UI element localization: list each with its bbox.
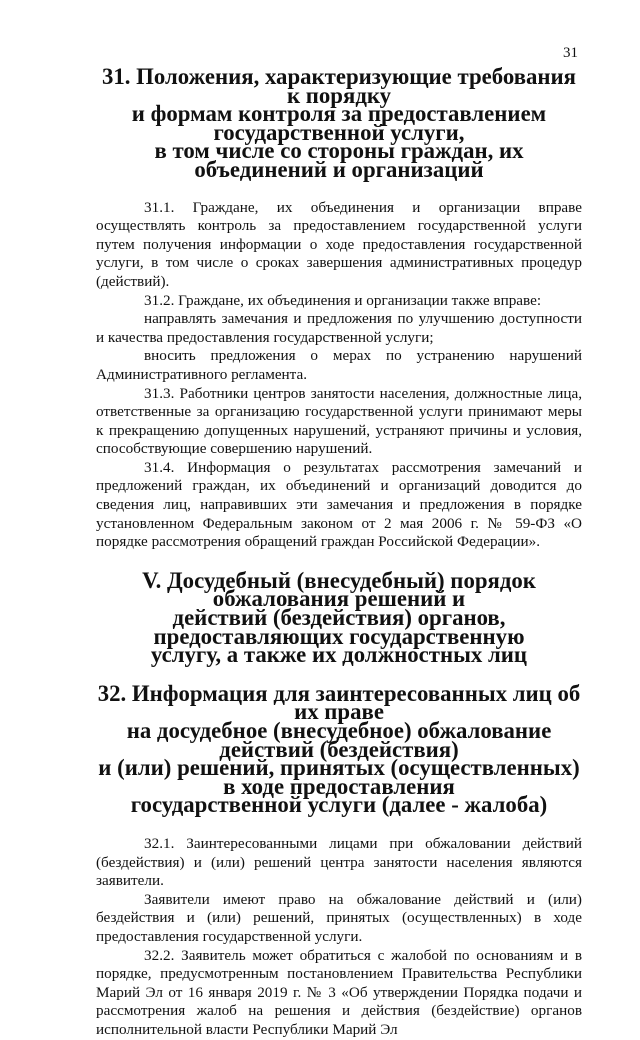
- heading-line: V. Досудебный (внесудебный) порядок обжалования решений и: [142, 567, 536, 612]
- heading-line: 31. Положения, характеризующие требования к порядку: [101, 64, 577, 108]
- paragraph-31-1: 31.1. Граждане, их объединения и организации вправе осуществлять контроль за предоставлением государственной услуги путем получения информации о ходе предоставления государственной услуги, в том числе о сроках завершения административных процедур (действий).: [96, 198, 582, 290]
- heading-line: в том числе со стороны граждан, их объединений и организаций: [154, 138, 524, 182]
- paragraph-31-3: 31.3. Работники центров занятости населения, должностные лица, ответственные за организацию государственной услуги принимают меры к прекращению допущенных нарушений, устраняют причины и условия, способствующие совершению нарушений.: [96, 384, 582, 458]
- paragraph-31-2-item-2: вносить предложения о мерах по устранению нарушений Административного регламента.: [96, 347, 582, 383]
- paragraph-32-2: 32.2. Заявитель может обратиться с жалобой по основаниям и в порядке, предусмотренным постановлением Правительства Республики Марий Эл от 16 января 2019 г. № 3 «Об утверждении Порядка подачи и рассмотрения жалоб на решения и действия (бездействие) органов исполнительной власти Республики Марий Эл: [96, 946, 582, 1038]
- section-31-heading: [96, 64, 582, 182]
- paragraph-31-2: 31.2. Граждане, их объединения и организации также вправе:: [144, 291, 542, 309]
- heading-line: и (или) решений, принятых (осуществленных) в ходе предоставления: [98, 755, 580, 799]
- page-number: 31: [563, 45, 578, 61]
- paragraph-32-1: 32.1. Заинтересованными лицами при обжаловании действий (бездействия) и (или) решений центра занятости населения являются заявители.: [96, 834, 582, 890]
- heading-line: действий (бездействия) органов, предоставляющих государственную: [153, 605, 525, 649]
- heading-line: государственной услуги (далее - жалоба): [130, 792, 548, 818]
- heading-line: 32. Информация для заинтересованных лиц об их праве: [97, 680, 581, 725]
- paragraph-32-1-rights: Заявители имеют право на обжалование действий и (или) бездействия и (или) решений, принятых (осуществленных) в ходе предоставления государственной услуги.: [96, 890, 582, 945]
- heading-line: и формам контроля за предоставлением государственной услуги,: [131, 101, 547, 145]
- heading-line: услугу, а также их должностных лиц: [150, 642, 528, 668]
- paragraph-31-2-item-1: направлять замечания и предложения по улучшению доступности и качества предоставления государственной услуги;: [96, 310, 582, 346]
- paragraph-31-4: 31.4. Информация о результатах рассмотрения замечаний и предложений граждан, их объединений и организаций доводится до сведения лиц, направивших эти замечания и предложения в порядке установленном Федеральным законом от 2 мая 2006 г. № 59-ФЗ «О порядке рассмотрения обращений граждан Российской Федерации».: [96, 458, 582, 551]
- chapter-5-heading: [96, 567, 582, 668]
- page-content: [96, 64, 582, 1040]
- section-32-heading: [96, 680, 582, 818]
- heading-line: на досудебное (внесудебное) обжалование действий (бездействия): [126, 718, 552, 762]
